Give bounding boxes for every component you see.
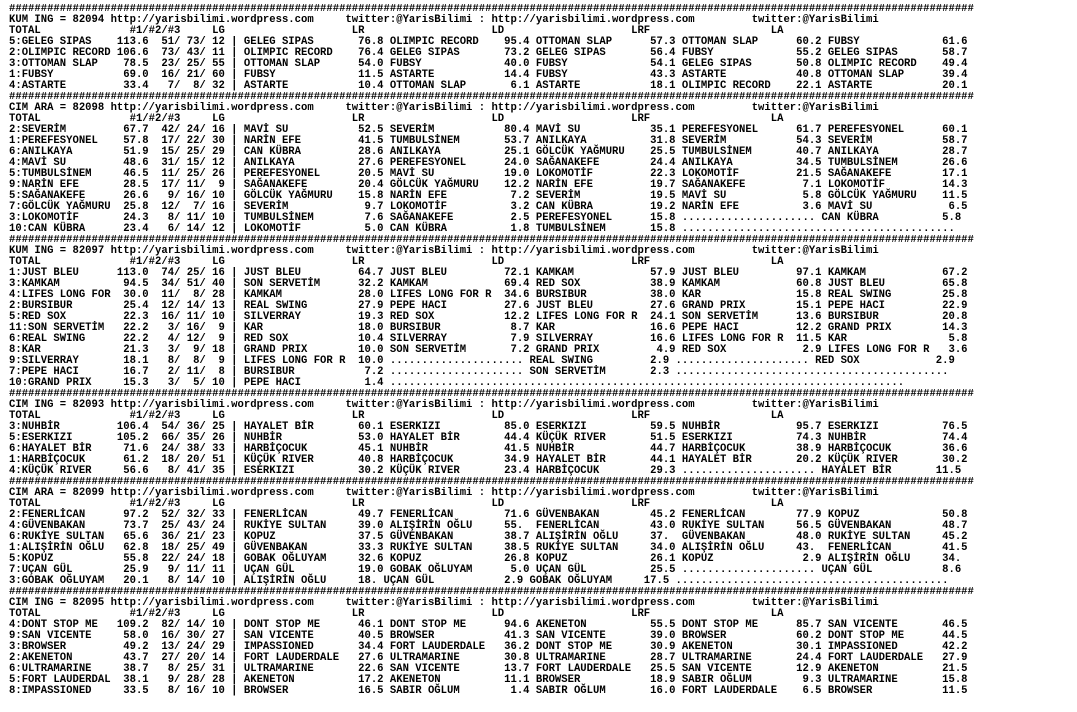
result-row: 6:RUKİYE SULTAN 65.6 36/ 21/ 23 | KOPUZ 37.5 GÜVENBAKAN 38.7 ALIŞİRİN OĞLU 37. GÜVENBAKAN 48.0 RUKİYE SULTAN 45.2 (9, 531, 968, 543)
result-row: 1:JUST BLEU 113.0 74/ 25/ 16 | JUST BLEU 64.7 JUST BLEU 72.1 KAMKAM 57.9 JUST BLEU 97.1 KAMKAM 67.2 (9, 267, 968, 279)
result-row: 9:SILVERRAY 18.1 8/ 8/ 9 | LIFES LONG FOR R 10.0 ..................... REAL SWING 2.9 ..................... RED SOX 2.9 (9, 355, 955, 367)
race-block (9, 488, 1077, 587)
result-row: 3:LOKOMOTİF 24.3 8/ 11/ 10 | TUMBULSİNEM 7.6 SAĞANAKEFE 2.5 PEREFESYONEL 15.8 ..................... CAN KÜBRA 5.8 (9, 212, 962, 224)
result-row: 1:HARBİÇOCUK 61.2 18/ 20/ 51 | KÜÇÜK RIVER 40.8 HARBİÇOCUK 34.9 HAYALET BİR 44.1 HAYALET BİR 20.2 KÜÇÜK RIVER 30.2 (9, 454, 968, 466)
result-row: 5:SAĞANAKEFE 26.6 9/ 16/ 10 | GÖLCÜK YAĞMURU 15.8 NARİN EFE 7.2 SEVERİM 19.5 MAVİ SU 5.8 GÖLCÜK YAĞMURU 11.5 (9, 190, 968, 202)
race-header-line: CIM ARA = 82099 http://yarisbilimi.wordpress.com twitter:@YarisBilimi : http://yarisbilimi.wordpress.com twitter:@YarisBilimi (9, 487, 879, 499)
separator-line: ######################################################################################################################################################## (9, 4, 974, 15)
column-header-line: TOTAL #1/#2/#3 LG LR LD LRF LA (9, 256, 784, 268)
result-row: 2:BURSIBUR 25.4 12/ 14/ 13 | REAL SWING 27.9 PEPE HACI 27.6 JUST BLEU 27.6 GRAND PRIX 15.1 PEPE HACI 22.9 (9, 300, 968, 312)
race-block (9, 246, 1077, 389)
result-row: 5:ESERKIZI 105.2 66/ 35/ 26 | NUHBİR 53.0 HAYALET BİR 44.4 KÜÇÜK RIVER 51.5 ESERKIZI 74.3 NUHBİR 74.4 (9, 432, 968, 444)
result-row: 5:RED SOX 22.3 16/ 11/ 10 | SILVERRAY 19.3 RED SOX 12.2 LIFES LONG FOR R 24.1 SON SERVETİM 13.6 BURSIBUR 20.8 (9, 311, 968, 323)
result-row: 5:KOPUZ 55.8 22/ 24/ 18 | GOBAK OĞLUYAM 32.6 KOPUZ 26.8 KOPUZ 26.1 KOPUZ 2.9 ALIŞİRİN OĞLU 34. (9, 553, 962, 565)
result-row: 10:GRAND PRIX 15.3 3/ 5/ 10 | PEPE HACI 1.4 ................................................................................. (9, 377, 905, 389)
separator-line: ######################################################################################################################################################## (9, 235, 974, 246)
column-header-line: TOTAL #1/#2/#3 LG LR LD LRF LA (9, 608, 784, 620)
result-row: 2:SEVERİM 67.7 42/ 24/ 16 | MAVİ SU 52.5 SEVERİM 80.4 MAVİ SU 35.1 PEREFESYONEL 61.7 PEREFESYONEL 60.1 (9, 124, 968, 136)
column-header-line: TOTAL #1/#2/#3 LG LR LD LRF LA (9, 410, 784, 422)
result-row: 9:NARİN EFE 28.5 17/ 11/ 9 | SAĞANAKEFE 20.4 GÖLCÜK YAĞMURU 12.2 NARİN EFE 19.7 SAĞANAKEFE 7.1 LOKOMOTİF 14.3 (9, 179, 968, 191)
result-row: 1:PEREFESYONEL 57.8 17/ 22/ 30 | NARİN EFE 41.5 TUMBULSİNEM 53.7 ANILKAYA 31.8 SEVERİM 54.3 SEVERİM 58.7 (9, 135, 968, 147)
result-row: 4:DONT STOP ME 109.2 82/ 14/ 10 | DONT STOP ME 46.1 DONT STOP ME 94.6 AKENETON 55.5 DONT STOP ME 85.7 SAN VICENTE 46.5 (9, 619, 968, 631)
race-header-line: KUM ING = 82097 http://yarisbilimi.wordpress.com twitter:@YarisBilimi : http://yarisbilimi.wordpress.com twitter:@YarisBilimi (9, 245, 879, 257)
result-row: 4:GÜVENBAKAN 73.7 25/ 43/ 24 | RUKİYE SULTAN 39.0 ALIŞİRİN OĞLU 55. FENERLİCAN 43.0 RUKİYE SULTAN 56.5 GÜVENBAKAN 48.7 (9, 520, 968, 532)
result-row: 2:FENERLİCAN 97.2 52/ 32/ 33 | FENERLİCAN 49.7 FENERLİCAN 71.6 GÜVENBAKAN 45.2 FENERLİCAN 77.9 KOPUZ 50.8 (9, 509, 968, 521)
result-row: 7:GÖLCÜK YAĞMURU 25.8 12/ 7/ 16 | SEVERİM 9.7 LOKOMOTİF 3.2 CAN KÜBRA 19.2 NARİN EFE 3.6 MAVİ SU 6.5 (9, 201, 968, 213)
column-header-line: TOTAL #1/#2/#3 LG LR LD LRF LA (9, 25, 784, 37)
result-row: 8:KAR 21.3 3/ 9/ 18 | GRAND PRIX 10.0 SON SERVETİM 7.2 GRAND PRIX 4.9 RED SOX 2.9 LIFES LONG FOR R 3.6 (9, 344, 968, 356)
result-row: 7:PEPE HACI 16.7 2/ 11/ 8 | BURSIBUR 7.2 ..................... SON SERVETİM 2.3 ........................................... (9, 366, 949, 378)
result-row: 11:SON SERVETİM 22.2 3/ 16/ 9 | KAR 18.0 BURSIBUR 8.7 KAR 16.6 PEPE HACI 12.2 GRAND PRIX 14.3 (9, 322, 968, 334)
result-row: 6:REAL SWING 22.2 4/ 12/ 9 | RED SOX 10.4 SILVERRAY 7.9 SILVERRAY 16.6 LIFES LONG FOR R 11.5 KAR 5.8 (9, 333, 968, 345)
result-row: 7:UÇAN GÜL 25.9 9/ 11/ 11 | UÇAN GÜL 19.0 GOBAK OĞLUYAM 5.0 UÇAN GÜL 25.5 ..................... UÇAN GÜL 8.6 (9, 564, 962, 576)
result-row: 3:OTTOMAN SLAP 78.5 23/ 25/ 55 | OTTOMAN SLAP 54.0 FUBSY 40.0 FUBSY 54.1 GELEG SIPAS 50.8 OLIMPIC RECORD 49.4 (9, 58, 968, 70)
column-header-line: TOTAL #1/#2/#3 LG LR LD LRF LA (9, 498, 784, 510)
result-row: 3:KAMKAM 94.5 34/ 51/ 40 | SON SERVETİM 32.2 KAMKAM 69.4 RED SOX 38.9 KAMKAM 60.8 JUST BLEU 65.8 (9, 278, 968, 290)
race-block (9, 400, 1077, 477)
result-row: 4:ASTARTE 33.4 7/ 8/ 32 | ASTARTE 10.4 OTTOMAN SLAP 6.1 ASTARTE 18.1 OLIMPIC RECORD 22.1 ASTARTE 20.1 (9, 80, 968, 92)
race-header-line: CIM ARA = 82098 http://yarisbilimi.wordpress.com twitter:@YarisBilimi : http://yarisbilimi.wordpress.com twitter:@YarisBilimi (9, 102, 879, 114)
result-row: 3:NUHBİR 106.4 54/ 36/ 25 | HAYALET BİR 60.1 ESERKIZI 85.0 ESERKIZI 59.5 NUHBİR 95.7 ESERKIZI 76.5 (9, 421, 968, 433)
column-header-line: TOTAL #1/#2/#3 LG LR LD LRF LA (9, 113, 784, 125)
separator-line: ######################################################################################################################################################## (9, 92, 974, 103)
result-row: 5:FORT LAUDERDAL 38.1 9/ 28/ 28 | AKENETON 17.2 AKENETON 11.1 BROWSER 18.9 SABIR OĞLUM 9.3 ULTRAMARINE 15.8 (9, 674, 968, 686)
result-row: 1:FUBSY 69.0 16/ 21/ 60 | FUBSY 11.5 ASTARTE 14.4 FUBSY 43.3 ASTARTE 40.8 OTTOMAN SLAP 39.4 (9, 69, 968, 81)
result-row: 6:HAYALET BİR 71.6 24/ 38/ 33 | HARBİÇOCUK 45.1 NUHBİR 41.5 NUHBİR 44.7 HARBİÇOCUK 38.9 HARBİÇOCUK 36.6 (9, 443, 968, 455)
result-row: 6:ANILKAYA 51.9 15/ 25/ 29 | CAN KÜBRA 28.6 ANILKAYA 25.1 GÖLCÜK YAĞMURU 25.5 TUMBULSİNEM 40.7 ANILKAYA 28.7 (9, 146, 968, 158)
race-header-line: CIM ING = 82095 http://yarisbilimi.wordpress.com twitter:@YarisBilimi : http://yarisbilimi.wordpress.com twitter:@YarisBilimi (9, 597, 879, 609)
result-row: 3:GOBAK OĞLUYAM 20.1 8/ 14/ 10 | ALIŞİRİN OĞLU 18. UÇAN GÜL 2.9 GOBAK OĞLUYAM 17.5 ........................................... (9, 575, 949, 587)
result-row: 9:SAN VICENTE 58.0 16/ 30/ 27 | SAN VICENTE 40.5 BROWSER 41.3 SAN VICENTE 39.0 BROWSER 60.2 DONT STOP ME 44.5 (9, 630, 968, 642)
result-row: 4:MAVİ SU 48.6 31/ 15/ 12 | ANILKAYA 27.6 PEREFESYONEL 24.0 SAĞANAKEFE 24.4 ANILKAYA 34.5 TUMBULSİNEM 26.6 (9, 157, 968, 169)
race-block (9, 598, 1077, 697)
result-row: 2:AKENETON 43.7 27/ 20/ 14 | FORT LAUDERDALE 27.6 ULTRAMARINE 30.8 ULTRAMARINE 28.7 ULTRAMARINE 24.4 FORT LAUDERDALE 27.9 (9, 652, 968, 664)
result-row: 6:ULTRAMARINE 38.7 8/ 25/ 31 | ULTRAMARINE 22.6 SAN VICENTE 13.7 FORT LAUDERDALE 25.5 SAN VICENTE 12.9 AKENETON 21.5 (9, 663, 968, 675)
result-row: 3:BROWSER 49.2 13/ 24/ 29 | IMPASSIONED 34.4 FORT LAUDERDALE 36.2 DONT STOP ME 30.9 AKENETON 30.1 IMPASSIONED 42.2 (9, 641, 968, 653)
race-block (9, 103, 1077, 235)
separator-line: ######################################################################################################################################################## (9, 587, 974, 598)
race-block (9, 15, 1077, 92)
result-row: 8:IMPASSIONED 33.5 8/ 16/ 10 | BROWSER 16.5 SABIR OĞLUM 1.4 SABIR OĞLUM 16.0 FORT LAUDERDALE 6.5 BROWSER 11.5 (9, 685, 968, 697)
result-row: 10:CAN KÜBRA 23.4 6/ 14/ 12 | LOKOMOTİF 5.0 CAN KÜBRA 1.8 TUMBULSİNEM 15.8 ........................................... (9, 223, 955, 235)
result-row: 2:OLIMPIC RECORD 106.6 73/ 43/ 11 | OLIMPIC RECORD 76.4 GELEG SIPAS 73.2 GELEG SIPAS 56.4 FUBSY 55.2 GELEG SIPAS 58.7 (9, 47, 968, 59)
separator-line: ######################################################################################################################################################## (9, 477, 974, 488)
result-row: 4:KÜÇÜK RIVER 56.6 8/ 41/ 35 | ESERKIZI 30.2 KÜÇÜK RIVER 23.4 HARBİÇOCUK 29.3 ..................... HAYALET BİR 11.5 (9, 465, 962, 477)
separator-line: ######################################################################################################################################################## (9, 389, 974, 400)
result-row: 5:TUMBULSİNEM 46.5 11/ 25/ 26 | PEREFESYONEL 20.5 MAVİ SU 19.0 LOKOMOTİF 22.3 LOKOMOTİF 21.5 SAĞANAKEFE 17.1 (9, 168, 968, 180)
result-row: 1:ALIŞİRİN OĞLU 62.8 18/ 25/ 49 | GÜVENBAKAN 33.3 RUKİYE SULTAN 38.5 RUKİYE SULTAN 34.0 ALIŞİRİN OĞLU 43. FENERLİCAN 41.5 (9, 542, 968, 554)
result-row: 4:LIFES LONG FOR 30.0 11/ 8/ 28 | KAMKAM 28.0 LIFES LONG FOR R 34.6 BURSIBUR 38.0 KAR 15.8 REAL SWING 25.8 (9, 289, 968, 301)
result-row: 5:GELEG SIPAS 113.6 51/ 73/ 12 | GELEG SIPAS 76.8 OLIMPIC RECORD 95.4 OTTOMAN SLAP 57.3 OTTOMAN SLAP 60.2 FUBSY 61.6 (9, 36, 968, 48)
race-header-line: CIM ING = 82093 http://yarisbilimi.wordpress.com twitter:@YarisBilimi : http://yarisbilimi.wordpress.com twitter:@YarisBilimi (9, 399, 879, 411)
race-header-line: KUM ING = 82094 http://yarisbilimi.wordpress.com twitter:@YarisBilimi : http://yarisbilimi.wordpress.com twitter:@YarisBilimi (9, 14, 879, 26)
